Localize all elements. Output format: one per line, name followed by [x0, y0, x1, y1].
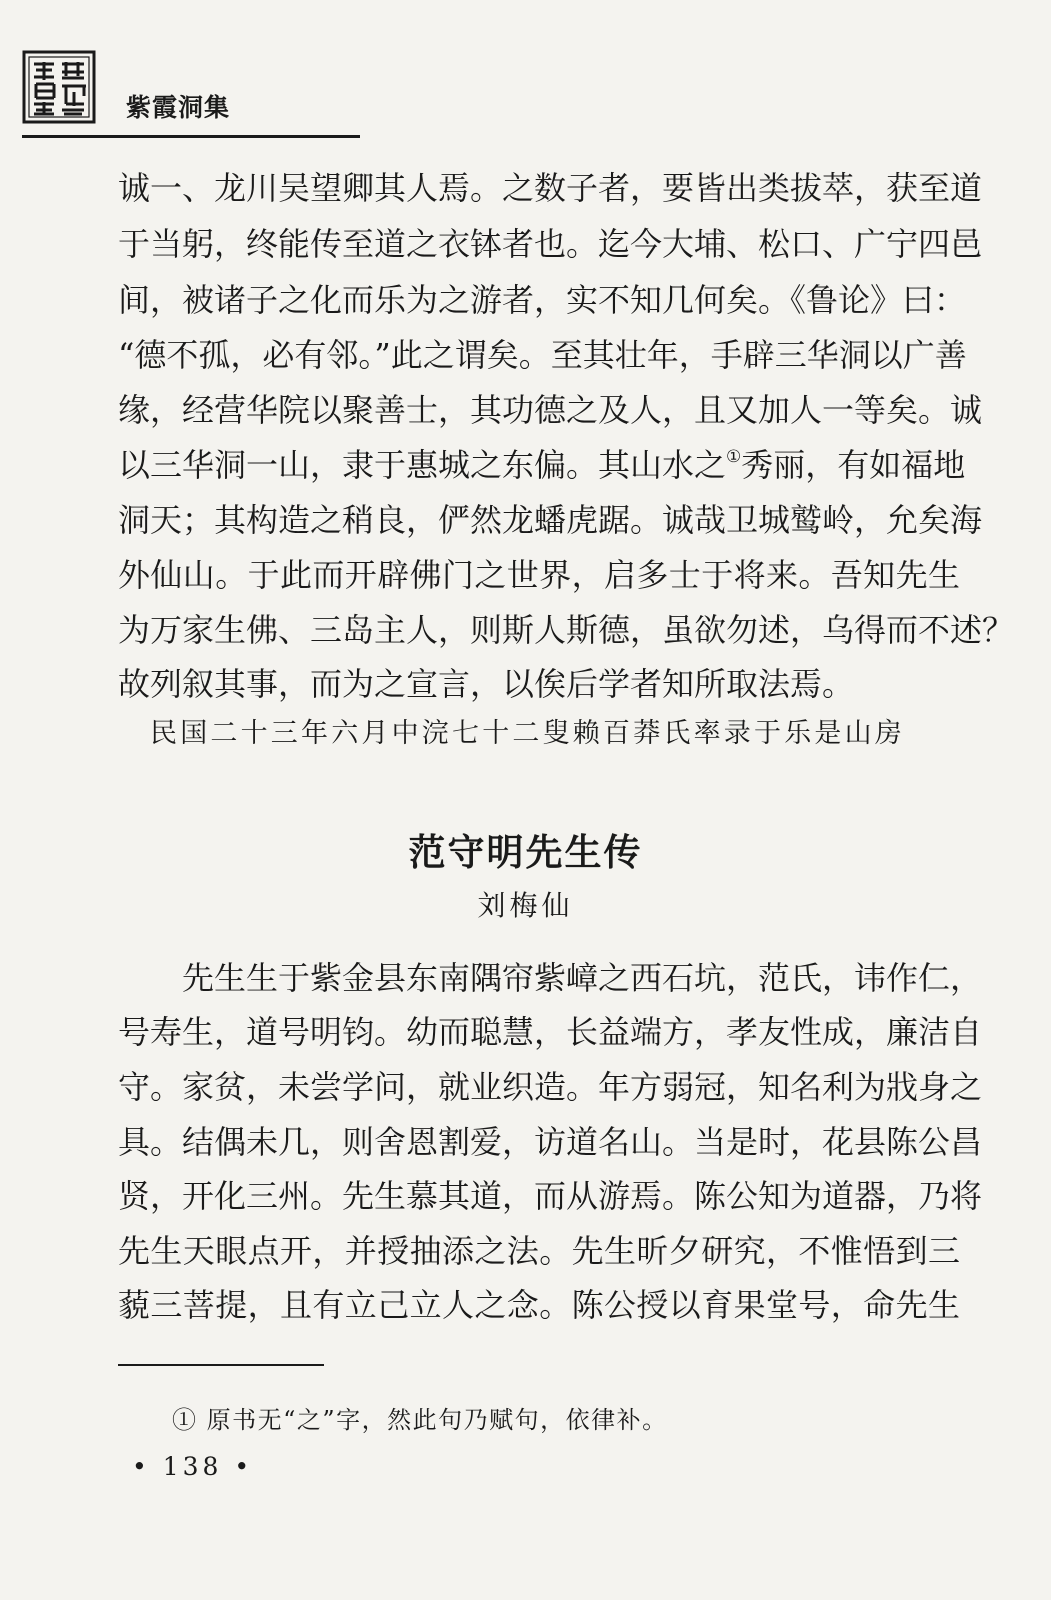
text-line: “德不孤，必有邻。”此之谓矣。至其壮年，手辟三华洞以广善	[118, 336, 967, 374]
text-line: 具。结偶未几，则舍恩割爱，访道名山。当是时，花县陈公昌	[118, 1123, 983, 1161]
text-line: 先生生于紫金县东南隅帘紫嶂之西石坑，范氏，讳作仁，	[182, 959, 983, 997]
text-line: 洞天；其构造之稍良，俨然龙蟠虎踞。诚哉卫城鹫岭，允矣海	[118, 501, 983, 539]
text-line: 守。家贫，未尝学问，就业织造。年方弱冠，知名利为戕身之	[118, 1068, 983, 1106]
book-title: 紫霞洞集	[126, 93, 231, 122]
text-line: 故列叙其事，而为之宣言，以俟后学者知所取法焉。	[118, 665, 855, 703]
text-line: 藐三菩提，且有立己立人之念。陈公授以育果堂号，命先生	[118, 1286, 960, 1324]
footnote-text: ① 原书无“之”字，然此句乃赋句，依律补。	[172, 1406, 668, 1434]
dateline: 民国二十三年六月中浣七十二叟赖百莽氏率录于乐是山房	[150, 718, 905, 749]
text-line: 间，被诸子之化而乐为之游者，实不知几何矣。《鲁论》曰：	[118, 281, 967, 319]
text-line: 外仙山。于此而开辟佛门之世界，启多士于将来。吾知先生	[118, 556, 960, 594]
text-line: 缘，经营华院以聚善士，其功德之及人，且又加人一等矣。诚	[118, 391, 983, 429]
text-line: 贤，开化三州。先生慕其道，而从游焉。陈公知为道器，乃将	[118, 1177, 983, 1215]
text-line-part: 以三华洞一山，隶于惠城之东偏。其山水之	[118, 446, 727, 484]
text-line: 诚一、龙川吴望卿其人焉。之数子者，要皆出类拔萃，获至道	[118, 169, 983, 207]
section-title: 范守明先生传	[408, 831, 643, 874]
header-rule	[22, 135, 360, 138]
text-line	[118, 445, 966, 485]
footnote-mark: ①	[726, 447, 742, 467]
section-author: 刘梅仙	[477, 889, 574, 922]
footnote-rule	[118, 1364, 324, 1366]
text-line-part: 秀丽，有如福地	[741, 446, 966, 484]
seal-logo-icon	[22, 50, 96, 124]
text-line: 先生天眼点开，并授抽添之法。先生昕夕研究，不惟悟到三	[118, 1232, 960, 1270]
text-line: 为万家生佛、三岛主人，则斯人斯德，虽欲勿述，乌得而不述？	[118, 611, 1015, 649]
text-line: 于当躬，终能传至道之衣钵者也。迄今大埔、松口、广宁四邑	[118, 225, 983, 263]
page-number: • 138 •	[132, 1452, 254, 1481]
text-line: 号寿生，道号明钧。幼而聪慧，长益端方，孝友性成，廉洁自	[118, 1013, 983, 1051]
